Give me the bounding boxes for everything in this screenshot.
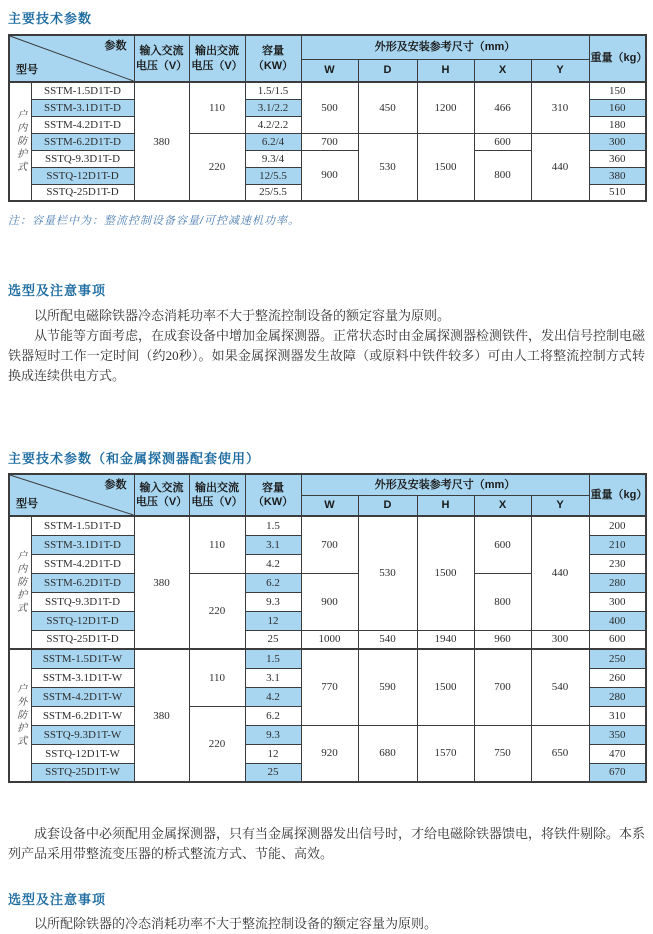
- capacity-cell: 4.2: [245, 687, 301, 706]
- dim-y-cell: 650: [531, 725, 589, 782]
- col-header-h: H: [417, 59, 474, 82]
- dim-d-cell: 450: [358, 82, 417, 133]
- capacity-cell: 12: [245, 744, 301, 763]
- dim-w-cell: 500: [301, 82, 358, 133]
- paragraph: 以所配除铁器的冷态消耗功率不大于整流控制设备的额定容量为原则。: [34, 916, 438, 931]
- model-cell: SSTQ-9.3D1T-D: [31, 150, 134, 167]
- weight-cell: 360: [589, 150, 646, 167]
- dim-x-cell: 700: [474, 649, 531, 725]
- weight-cell: 150: [589, 82, 646, 99]
- dim-w-cell: 700: [301, 133, 358, 150]
- group-label-indoor: 户内防护式: [9, 82, 31, 201]
- output-voltage-cell: 110: [189, 649, 245, 706]
- dim-y-cell: 440: [531, 516, 589, 630]
- weight-cell: 470: [589, 744, 646, 763]
- model-cell: SSTM-3.1D1T-W: [31, 668, 134, 687]
- capacity-cell: 12: [245, 611, 301, 630]
- model-cell: SSTM-6.2D1T-D: [31, 133, 134, 150]
- diagonal-header-cell: [9, 474, 134, 516]
- weight-cell: 380: [589, 167, 646, 184]
- model-cell: SSTM-3.1D1T-D: [31, 99, 134, 116]
- dim-d-cell: 530: [358, 133, 417, 201]
- weight-cell: 310: [589, 706, 646, 725]
- model-label: 型号: [16, 497, 38, 510]
- paragraph: 从节能等方面考虑，在成套设备中增加金属探测器。正常状态时由金属探测器检测铁件，发出信号控制电磁铁器短时工作一定时间（约20秒）。如果金属探测器发生故障（或原料中铁件较多）可由人工将整流控制方式转换成连续供电方式。: [8, 328, 646, 383]
- weight-cell: 300: [589, 592, 646, 611]
- dim-h-cell: 1500: [417, 133, 474, 201]
- dim-w-cell: 900: [301, 573, 358, 630]
- col-header-d: D: [358, 495, 417, 516]
- weight-cell: 200: [589, 516, 646, 535]
- dim-d-cell: 680: [358, 725, 417, 782]
- weight-cell: 230: [589, 554, 646, 573]
- col-header-x: X: [474, 59, 531, 82]
- capacity-cell: 3.1: [245, 535, 301, 554]
- capacity-cell: 4.2/2.2: [245, 116, 301, 133]
- dim-x-cell: 600: [474, 133, 531, 150]
- col-header-y: Y: [531, 59, 589, 82]
- col-header-dimensions: 外形及安装参考尺寸（mm）: [301, 35, 589, 59]
- input-voltage-cell: 380: [134, 649, 189, 782]
- dim-y-cell: 440: [531, 133, 589, 201]
- capacity-cell: 6.2/4: [245, 133, 301, 150]
- capacity-cell: 3.1/2.2: [245, 99, 301, 116]
- weight-cell: 400: [589, 611, 646, 630]
- dim-d-cell: 530: [358, 516, 417, 630]
- model-cell: SSTQ-12D1T-D: [31, 611, 134, 630]
- diagonal-header-cell: [9, 35, 134, 82]
- dim-h-cell: 1500: [417, 516, 474, 630]
- weight-cell: 350: [589, 725, 646, 744]
- output-voltage-cell: 110: [189, 516, 245, 573]
- col-header-capacity: 容量（KW）: [245, 474, 301, 516]
- model-cell: SSTQ-25D1T-W: [31, 763, 134, 782]
- model-cell: SSTQ-12D1T-D: [31, 167, 134, 184]
- model-cell: SSTQ-25D1T-D: [31, 184, 134, 201]
- weight-cell: 280: [589, 687, 646, 706]
- dim-h-cell: 1200: [417, 82, 474, 133]
- output-voltage-cell: 110: [189, 82, 245, 133]
- capacity-cell: 25/5.5: [245, 184, 301, 201]
- dim-d-cell: 590: [358, 649, 417, 725]
- dim-w-cell: 900: [301, 150, 358, 201]
- section-heading: 选型及注意事项: [8, 892, 107, 907]
- capacity-cell: 6.2: [245, 706, 301, 725]
- param-label: 参数: [104, 40, 127, 52]
- output-voltage-cell: 220: [189, 706, 245, 782]
- dim-w-cell: 920: [301, 725, 358, 782]
- dim-h-cell: 1570: [417, 725, 474, 782]
- col-header-weight: 重量（kg）: [589, 35, 646, 82]
- col-header-h: H: [417, 495, 474, 516]
- group-label-outdoor: 户外防护式: [9, 649, 31, 782]
- model-cell: SSTM-4.2D1T-D: [31, 554, 134, 573]
- capacity-cell: 9.3/4: [245, 150, 301, 167]
- col-header-output-voltage: 输出交流电压（V）: [189, 474, 245, 516]
- capacity-cell: 4.2: [245, 554, 301, 573]
- capacity-cell: 25: [245, 630, 301, 649]
- capacity-cell: 1.5: [245, 649, 301, 668]
- model-cell: SSTQ-25D1T-D: [31, 630, 134, 649]
- table-row: [9, 516, 646, 535]
- table-row: [9, 649, 646, 668]
- dim-w-cell: 700: [301, 516, 358, 573]
- col-header-weight: 重量（kg）: [589, 474, 646, 516]
- dim-h-cell: 1500: [417, 649, 474, 725]
- section-heading: 选型及注意事项: [8, 283, 107, 298]
- output-voltage-cell: 220: [189, 573, 245, 649]
- col-header-w: W: [301, 495, 358, 516]
- dim-x-cell: 600: [474, 516, 531, 573]
- table-row: [9, 725, 646, 744]
- table-row: [9, 82, 646, 99]
- section-title: 主要技术参数（和金属探测器配套使用）: [8, 451, 261, 466]
- weight-cell: 600: [589, 630, 646, 649]
- dim-x-cell: 960: [474, 630, 531, 649]
- capacity-cell: 1.5/1.5: [245, 82, 301, 99]
- col-header-y: Y: [531, 495, 589, 516]
- dim-h-cell: 1940: [417, 630, 474, 649]
- capacity-cell: 25: [245, 763, 301, 782]
- col-header-d: D: [358, 59, 417, 82]
- model-label: 型号: [16, 63, 38, 76]
- model-cell: SSTM-4.2D1T-W: [31, 687, 134, 706]
- model-cell: SSTM-1.5D1T-D: [31, 516, 134, 535]
- weight-cell: 670: [589, 763, 646, 782]
- page-title: 主要技术参数: [8, 11, 93, 26]
- table-row: [9, 133, 646, 150]
- paragraph: 以所配电磁除铁器冷态消耗功率不大于整流控制设备的额定容量为原则。: [34, 308, 451, 323]
- model-cell: SSTM-1.5D1T-W: [31, 649, 134, 668]
- param-label: 参数: [104, 479, 127, 491]
- capacity-cell: 9.3: [245, 725, 301, 744]
- capacity-cell: 3.1: [245, 668, 301, 687]
- dim-x-cell: 466: [474, 82, 531, 133]
- weight-cell: 160: [589, 99, 646, 116]
- paragraph: 成套设备中必须配用金属探测器，只有当金属探测器发出信号时，才给电磁除铁器馈电，将铁件剔除。本系列产品采用带整流变压器的桥式整流方式、节能、高效。: [8, 826, 646, 861]
- spec-table-main: [8, 34, 647, 202]
- col-header-output-voltage: 输出交流电压（V）: [189, 35, 245, 82]
- model-cell: SSTM-4.2D1T-D: [31, 116, 134, 133]
- weight-cell: 300: [589, 133, 646, 150]
- weight-cell: 280: [589, 573, 646, 592]
- model-cell: SSTQ-12D1T-W: [31, 744, 134, 763]
- dim-x-cell: 800: [474, 573, 531, 630]
- dim-x-cell: 750: [474, 725, 531, 782]
- table-note: 注：容量栏中为：整流控制设备容量/可控减速机功率。: [8, 215, 301, 227]
- weight-cell: 250: [589, 649, 646, 668]
- dim-x-cell: 800: [474, 150, 531, 201]
- output-voltage-cell: 220: [189, 133, 245, 201]
- input-voltage-cell: 380: [134, 516, 189, 649]
- capacity-cell: 9.3: [245, 592, 301, 611]
- dim-w-cell: 1000: [301, 630, 358, 649]
- model-cell: SSTQ-9.3D1T-W: [31, 725, 134, 744]
- weight-cell: 210: [589, 535, 646, 554]
- col-header-w: W: [301, 59, 358, 82]
- model-cell: SSTM-1.5D1T-D: [31, 82, 134, 99]
- model-cell: SSTM-6.2D1T-D: [31, 573, 134, 592]
- col-header-input-voltage: 输入交流电压（V）: [134, 35, 189, 82]
- capacity-cell: 12/5.5: [245, 167, 301, 184]
- input-voltage-cell: 380: [134, 82, 189, 201]
- model-cell: SSTM-3.1D1T-D: [31, 535, 134, 554]
- col-header-input-voltage: 输入交流电压（V）: [134, 474, 189, 516]
- weight-cell: 510: [589, 184, 646, 201]
- model-cell: SSTM-6.2D1T-W: [31, 706, 134, 725]
- dim-w-cell: 770: [301, 649, 358, 725]
- capacity-cell: 1.5: [245, 516, 301, 535]
- spec-table-detector: [8, 473, 647, 783]
- dim-y-cell: 540: [531, 649, 589, 725]
- col-header-dimensions: 外形及安装参考尺寸（mm）: [301, 474, 589, 495]
- table-row: [9, 630, 646, 649]
- dim-y-cell: 300: [531, 630, 589, 649]
- col-header-x: X: [474, 495, 531, 516]
- capacity-cell: 6.2: [245, 573, 301, 592]
- group-label-indoor: 户内防护式: [9, 516, 31, 649]
- col-header-capacity: 容量（KW）: [245, 35, 301, 82]
- dim-d-cell: 540: [358, 630, 417, 649]
- weight-cell: 260: [589, 668, 646, 687]
- dim-y-cell: 310: [531, 82, 589, 133]
- weight-cell: 180: [589, 116, 646, 133]
- model-cell: SSTQ-9.3D1T-D: [31, 592, 134, 611]
